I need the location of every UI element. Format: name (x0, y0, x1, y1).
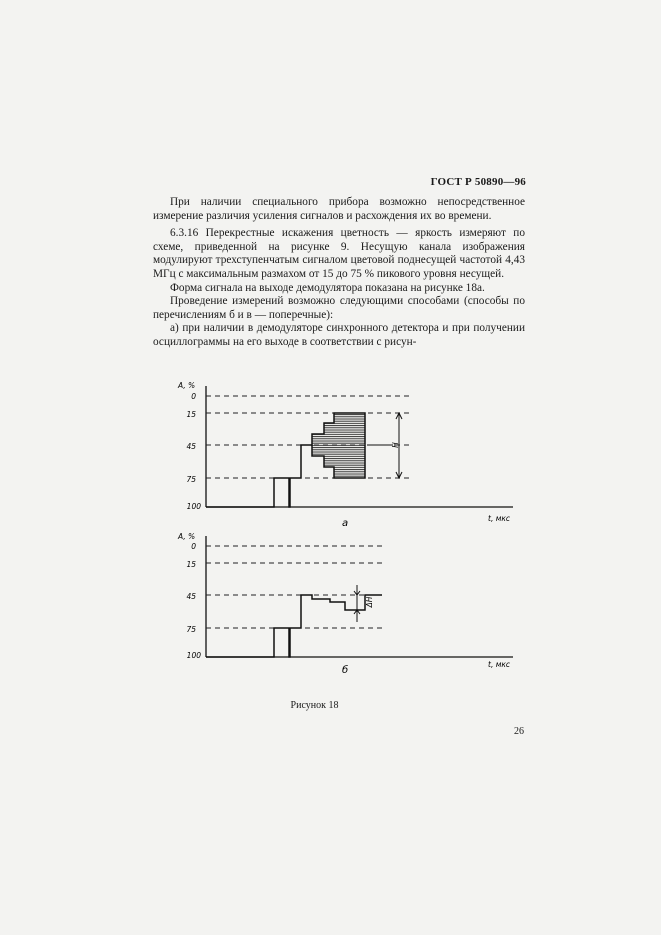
y-axis-label: A, % (178, 381, 196, 390)
x-axis-label: t, мкс (488, 514, 511, 523)
level-tick-label: 45 (186, 442, 196, 451)
document-header: ГОСТ Р 50890—96 (430, 176, 526, 188)
panel-label: б (342, 665, 349, 676)
panel-label: а (342, 518, 349, 529)
level-tick-label: 75 (186, 475, 196, 484)
level-tick-label: 75 (186, 625, 196, 634)
signal-waveform (206, 595, 382, 657)
level-tick-label: 45 (186, 592, 196, 601)
level-tick-label: 100 (186, 651, 201, 660)
paragraph: а) при наличии в демодуляторе синхронного детектора и при получении осциллограммы на его выходе в соответствии с рисун- (153, 322, 525, 348)
subcarrier-step (324, 423, 334, 467)
level-tick-label: 15 (186, 560, 196, 569)
subcarrier-step (312, 434, 324, 456)
level-tick-label: 0 (191, 392, 196, 401)
y-axis-label: A, % (178, 532, 196, 541)
paragraph: 6.3.16 Перекрестные искажения цветность — яркость измеряют по схеме, приведенной на рисунке 9. Несущую канала изображения модулируют трехступенчатым сигналом цветовой поднесущей частотой 4,43 МГц с максимальным размахом от 15 до 75 % пикового уровня несущей. (153, 227, 525, 280)
level-tick-label: 100 (186, 502, 201, 511)
dimension-label: ΔH (365, 596, 374, 608)
paragraph: При наличии специального прибора возможно непосредственное измерение различия усиления сигналов и расхождения их во времени. (153, 196, 525, 222)
level-tick-label: 0 (191, 542, 196, 551)
x-axis-label: t, мкс (488, 660, 511, 669)
dimension-label: H (391, 442, 400, 448)
figure-caption: Рисунок 18 (290, 700, 339, 711)
level-tick-label: 15 (186, 410, 196, 419)
paragraph: Проведение измерений возможно следующими способами (способы по перечислениям б и в — поперечные): (153, 295, 525, 321)
paragraph: Форма сигнала на выходе демодулятора показана на рисунке 18а. (170, 281, 485, 294)
subcarrier-step (334, 413, 365, 478)
page-number: 26 (514, 726, 524, 737)
waveform-panel-a (177, 381, 513, 529)
waveform-panel-b (177, 532, 513, 676)
